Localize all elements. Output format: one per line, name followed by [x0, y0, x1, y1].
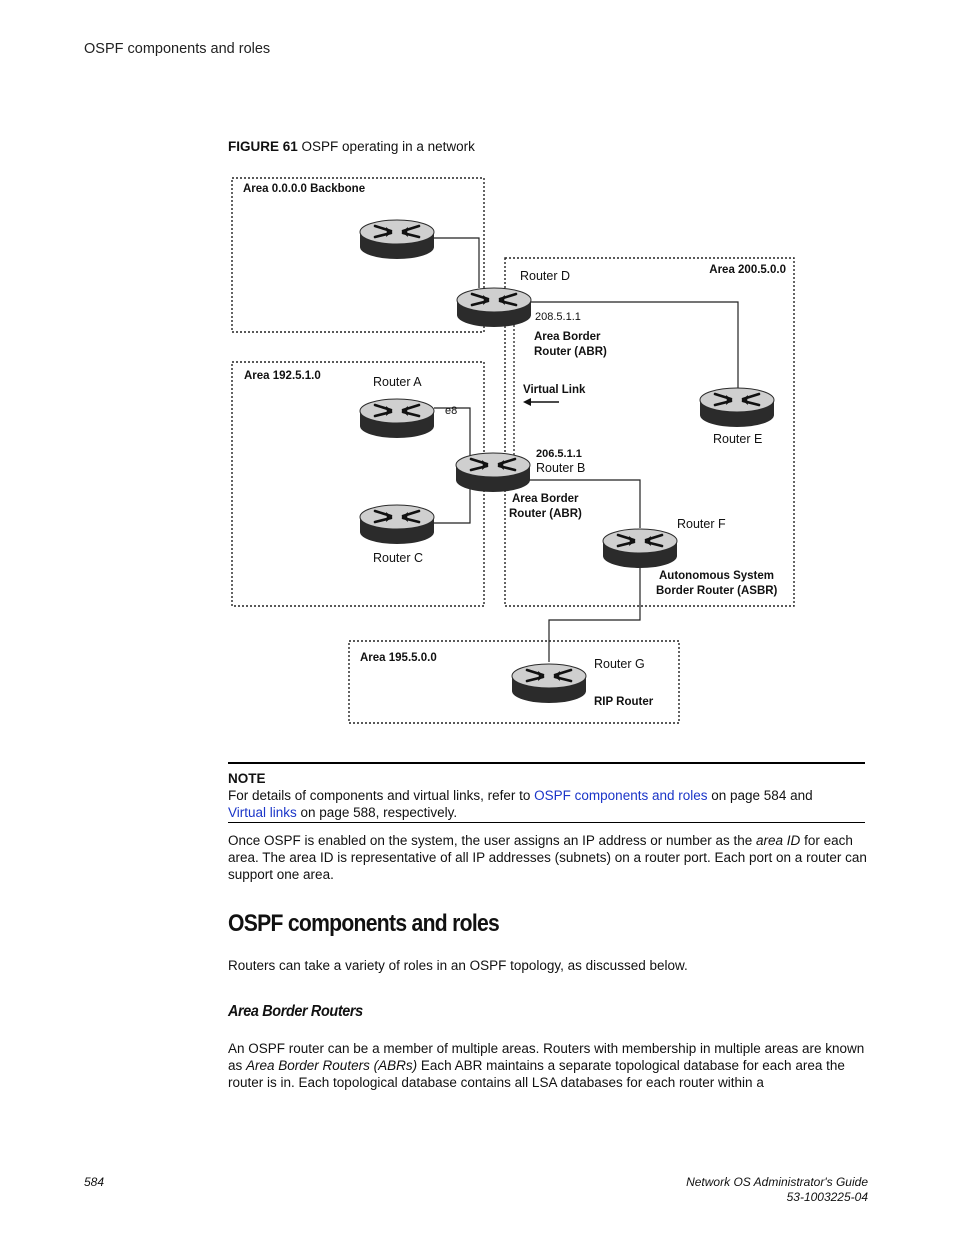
router-d-icon	[457, 288, 531, 327]
abr-text-1: An OSPF router can be a member of multiple areas. Routers with membership in multiple areas are known as	[228, 1041, 865, 1073]
router-c-icon	[360, 505, 434, 544]
running-header: OSPF components and roles	[84, 41, 271, 57]
note-top-rule	[228, 762, 865, 764]
router-a-icon	[360, 399, 434, 438]
router-f-icon	[603, 529, 677, 568]
guide-title: Network OS Administrator's Guide	[686, 1175, 868, 1189]
asbr-role-line1: Autonomous System	[659, 570, 775, 582]
ospf-network-diagram	[225, 170, 800, 730]
router-b-role-line1: Area Border	[512, 493, 579, 505]
area-backbone-box	[232, 178, 484, 332]
router-b-label: Router B	[536, 461, 586, 475]
abr-emphasis: Area Border Routers (ABRs)	[246, 1058, 418, 1073]
figure-label: FIGURE 61	[228, 139, 298, 154]
router-g-icon	[512, 664, 586, 703]
figure-caption	[228, 139, 475, 154]
router-b-ip: 206.5.1.1	[536, 448, 582, 460]
router-b-icon	[456, 453, 530, 492]
note-text	[228, 788, 868, 821]
area-192-label: Area 192.5.1.0	[244, 370, 321, 382]
area-id-text-1: Once OSPF is enabled on the system, the user assigns an IP address or number as the	[228, 833, 757, 848]
asbr-role-line2: Border Router (ASBR)	[656, 585, 778, 597]
rip-router-label: RIP Router	[594, 696, 654, 708]
doc-number: 53-1003225-04	[786, 1190, 868, 1204]
router-a-label: Router A	[373, 375, 422, 389]
abr-text-2: Each ABR maintains a separate topological database for each area the router is in. Each topological database contains all LSA databases for each router within a	[228, 1058, 845, 1090]
router-icon-backbone	[360, 220, 434, 259]
page-number: 584	[84, 1175, 105, 1189]
router-d-role-line1: Area Border	[534, 331, 601, 343]
router-d-ip: 208.5.1.1	[535, 311, 581, 323]
router-b-role-line2: Router (ABR)	[509, 508, 582, 520]
footer-doc-info	[686, 1175, 868, 1205]
note-text-part1: For details of components and virtual links, refer to	[228, 788, 535, 803]
figure-caption-text: OSPF operating in a network	[301, 139, 475, 154]
area-backbone-label: Area 0.0.0.0 Backbone	[243, 183, 366, 195]
area-id-text-2: for each area. The area ID is representative of all IP addresses (subnets) on a router port. Each port on a router can support one area.	[228, 833, 867, 882]
area-id-emphasis: area ID	[756, 833, 801, 848]
subsection-title: Area Border Routers	[228, 1003, 363, 1020]
router-f-label: Router F	[677, 517, 726, 531]
area-195-label: Area 195.5.0.0	[360, 652, 437, 664]
note-text-part2: on page 584 and	[707, 788, 813, 803]
section-title: OSPF components and roles	[228, 910, 500, 937]
router-e-label: Router E	[713, 432, 763, 446]
router-g-label: Router G	[594, 657, 645, 671]
link-virtual-links[interactable]: Virtual links	[228, 804, 297, 820]
area-id-paragraph	[228, 832, 868, 883]
area-192-box	[232, 362, 484, 606]
router-c-label: Router C	[373, 551, 424, 565]
virtual-link-arrow	[523, 398, 559, 406]
port-e8-label: e8	[445, 405, 458, 417]
section-intro: Routers can take a variety of roles in an OSPF topology, as discussed below.	[228, 958, 688, 973]
area-200-label: Area 200.5.0.0	[709, 264, 786, 276]
router-e-icon	[700, 388, 774, 427]
router-d-label: Router D	[520, 269, 571, 283]
abr-paragraph	[228, 1040, 868, 1091]
note-text-part3: on page 588, respectively.	[296, 804, 458, 820]
virtual-link-label: Virtual Link	[523, 384, 586, 396]
link-ospf-components[interactable]: OSPF components and roles	[534, 788, 708, 803]
router-d-role-line2: Router (ABR)	[534, 346, 607, 358]
note-bottom-rule	[228, 822, 865, 823]
note-heading: NOTE	[228, 771, 266, 786]
